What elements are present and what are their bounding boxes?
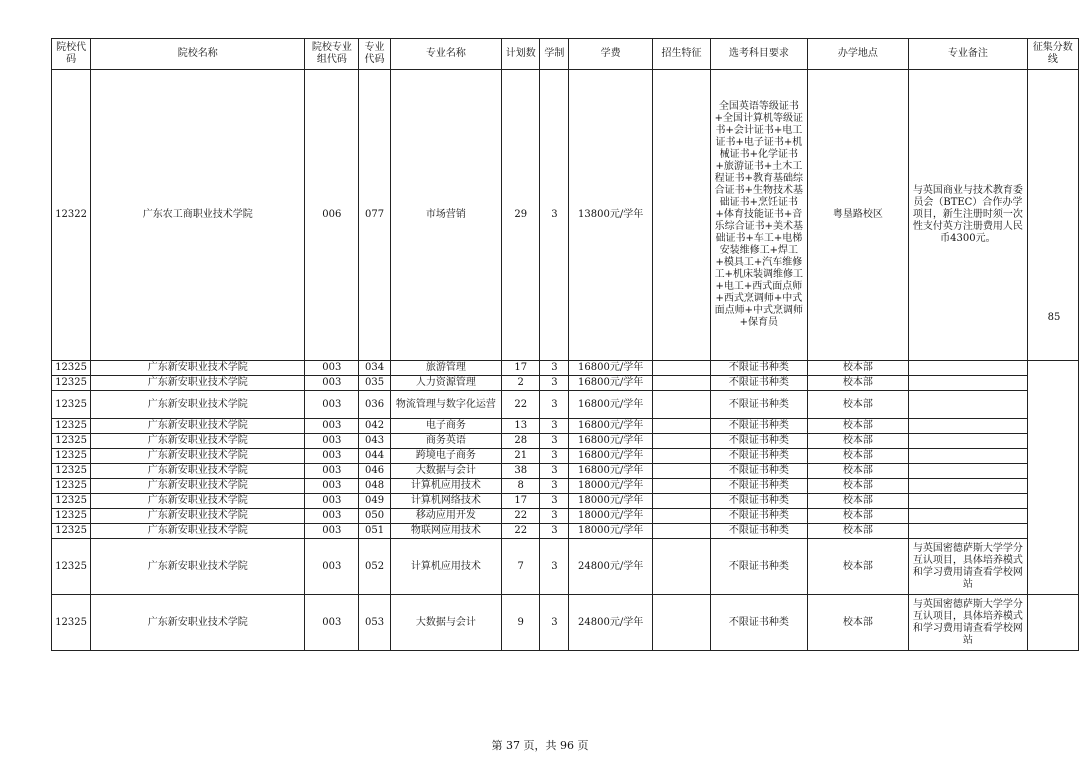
school-name-cell: 广东新安职业技术学院 (91, 494, 305, 509)
tuition-cell: 18000元/学年 (569, 524, 652, 539)
location-cell: 校本部 (807, 539, 908, 595)
note-cell: 与英国密德萨斯大学学分互认项目，具体培养模式和学习费用请查看学校网站 (909, 595, 1028, 651)
school-code-cell: 12325 (52, 376, 91, 391)
feature-cell (652, 376, 710, 391)
requirement-cell: 不限证书种类 (711, 539, 807, 595)
school-name-cell: 广东新安职业技术学院 (91, 361, 305, 376)
major-name-cell: 移动应用开发 (390, 509, 502, 524)
major-code-cell: 046 (359, 464, 390, 479)
table-row (52, 70, 1079, 361)
feature-cell (652, 539, 710, 595)
requirement-cell: 不限证书种类 (711, 479, 807, 494)
header-major-code: 专业代码 (359, 39, 390, 70)
major-code-cell: 043 (359, 434, 390, 449)
school-code-cell: 12325 (52, 509, 91, 524)
years-cell: 3 (540, 464, 569, 479)
school-name-cell: 广东新安职业技术学院 (91, 449, 305, 464)
school-code-cell: 12325 (52, 449, 91, 464)
school-name-cell: 广东农工商职业技术学院 (91, 70, 305, 361)
location-cell: 校本部 (807, 524, 908, 539)
location-cell: 校本部 (807, 595, 908, 651)
table-row (52, 391, 1079, 419)
note-cell (909, 361, 1028, 376)
major-name-cell: 跨境电子商务 (390, 449, 502, 464)
major-code-cell: 034 (359, 361, 390, 376)
years-cell: 3 (540, 70, 569, 361)
table-row (52, 479, 1079, 494)
major-name-cell: 物联网应用技术 (390, 524, 502, 539)
major-name-cell: 大数据与会计 (390, 464, 502, 479)
years-cell: 3 (540, 449, 569, 464)
feature-cell (652, 494, 710, 509)
school-code-cell: 12325 (52, 494, 91, 509)
school-name-cell: 广东新安职业技术学院 (91, 539, 305, 595)
table-row (52, 494, 1079, 509)
major-name-cell: 市场营销 (390, 70, 502, 361)
tuition-cell: 24800元/学年 (569, 595, 652, 651)
group-code-cell: 003 (305, 524, 359, 539)
tuition-cell: 13800元/学年 (569, 70, 652, 361)
school-name-cell: 广东新安职业技术学院 (91, 376, 305, 391)
table-row (52, 376, 1079, 391)
note-cell (909, 494, 1028, 509)
note-cell (909, 464, 1028, 479)
requirement-cell: 不限证书种类 (711, 376, 807, 391)
group-code-cell: 003 (305, 479, 359, 494)
school-name-cell: 广东新安职业技术学院 (91, 434, 305, 449)
tuition-cell: 16800元/学年 (569, 376, 652, 391)
school-code-cell: 12325 (52, 595, 91, 651)
requirement-cell: 不限证书种类 (711, 595, 807, 651)
plan-cell: 22 (502, 509, 540, 524)
years-cell: 3 (540, 479, 569, 494)
years-cell: 3 (540, 376, 569, 391)
group-code-cell: 003 (305, 376, 359, 391)
major-code-cell: 077 (359, 70, 390, 361)
note-cell (909, 509, 1028, 524)
location-cell: 校本部 (807, 449, 908, 464)
location-cell: 校本部 (807, 434, 908, 449)
requirement-cell: 不限证书种类 (711, 419, 807, 434)
group-code-cell: 003 (305, 494, 359, 509)
group-code-cell: 003 (305, 509, 359, 524)
location-cell: 校本部 (807, 494, 908, 509)
location-cell: 校本部 (807, 479, 908, 494)
note-cell: 与英国密德萨斯大学学分互认项目，具体培养模式和学习费用请查看学校网站 (909, 539, 1028, 595)
note-cell (909, 479, 1028, 494)
location-cell: 校本部 (807, 509, 908, 524)
years-cell: 3 (540, 434, 569, 449)
note-cell (909, 434, 1028, 449)
header-location: 办学地点 (807, 39, 908, 70)
header-tuition: 学费 (569, 39, 652, 70)
tuition-cell: 16800元/学年 (569, 419, 652, 434)
years-cell: 3 (540, 524, 569, 539)
location-cell: 校本部 (807, 376, 908, 391)
feature-cell (652, 524, 710, 539)
major-code-cell: 048 (359, 479, 390, 494)
years-cell: 3 (540, 509, 569, 524)
feature-cell (652, 479, 710, 494)
feature-cell (652, 419, 710, 434)
school-code-cell: 12325 (52, 479, 91, 494)
feature-cell (652, 464, 710, 479)
page-footer: 第 37 页，共 96 页 (491, 739, 589, 752)
note-cell (909, 391, 1028, 419)
note-cell (909, 419, 1028, 434)
tuition-cell: 16800元/学年 (569, 434, 652, 449)
major-name-cell: 人力资源管理 (390, 376, 502, 391)
school-code-cell: 12322 (52, 70, 91, 361)
requirement-cell: 全国英语等级证书+全国计算机等级证书+会计证书+电工证书+电子证书+机械证书+化学证书+旅游证书+土木工程证书+教育基础综合证书+生物技术基础证书+烹饪证书+体育技能证书+音乐综合证书+美术基础证书+车工+电梯安装维修工+焊工+模具工+汽车维修工+机床装调维修工+电工+西式面点师+西式烹调师+中式面点师+中式烹调师+保育员 (711, 70, 807, 361)
school-code-cell: 12325 (52, 391, 91, 419)
plan-cell: 9 (502, 595, 540, 651)
years-cell: 3 (540, 494, 569, 509)
group-code-cell: 006 (305, 70, 359, 361)
requirement-cell: 不限证书种类 (711, 464, 807, 479)
table-row (52, 524, 1079, 539)
plan-cell: 28 (502, 434, 540, 449)
tuition-cell: 18000元/学年 (569, 479, 652, 494)
table-row (52, 509, 1079, 524)
note-cell (909, 376, 1028, 391)
admission-plan-table (51, 38, 1079, 651)
header-group-code: 院校专业组代码 (305, 39, 359, 70)
school-code-cell: 12325 (52, 361, 91, 376)
major-code-cell: 051 (359, 524, 390, 539)
school-name-cell: 广东新安职业技术学院 (91, 509, 305, 524)
feature-cell (652, 595, 710, 651)
years-cell: 3 (540, 419, 569, 434)
group-code-cell: 003 (305, 464, 359, 479)
score-cell (1027, 539, 1078, 595)
header-feature: 招生特征 (652, 39, 710, 70)
plan-cell: 7 (502, 539, 540, 595)
school-name-cell: 广东新安职业技术学院 (91, 391, 305, 419)
school-name-cell: 广东新安职业技术学院 (91, 419, 305, 434)
tuition-cell: 16800元/学年 (569, 391, 652, 419)
major-code-cell: 044 (359, 449, 390, 464)
school-code-cell: 12325 (52, 539, 91, 595)
header-school-code: 院校代码 (52, 39, 91, 70)
major-name-cell: 大数据与会计 (390, 595, 502, 651)
group-code-cell: 003 (305, 595, 359, 651)
school-name-cell: 广东新安职业技术学院 (91, 464, 305, 479)
requirement-cell: 不限证书种类 (711, 494, 807, 509)
major-name-cell: 物流管理与数字化运营 (390, 391, 502, 419)
plan-cell: 17 (502, 361, 540, 376)
requirement-cell: 不限证书种类 (711, 391, 807, 419)
feature-cell (652, 449, 710, 464)
note-cell: 与英国商业与技术教育委员会（BTEC）合作办学项目，新生注册时须一次性支付英方注册费用人民币4300元。 (909, 70, 1028, 361)
header-major-name: 专业名称 (390, 39, 502, 70)
requirement-cell: 不限证书种类 (711, 524, 807, 539)
tuition-cell: 24800元/学年 (569, 539, 652, 595)
group-code-cell: 003 (305, 449, 359, 464)
tuition-cell: 18000元/学年 (569, 509, 652, 524)
feature-cell (652, 391, 710, 419)
plan-cell: 22 (502, 524, 540, 539)
feature-cell (652, 434, 710, 449)
table-row (52, 419, 1079, 434)
major-code-cell: 052 (359, 539, 390, 595)
major-name-cell: 计算机网络技术 (390, 494, 502, 509)
requirement-cell: 不限证书种类 (711, 361, 807, 376)
requirement-cell: 不限证书种类 (711, 449, 807, 464)
plan-cell: 22 (502, 391, 540, 419)
header-years: 学制 (540, 39, 569, 70)
group-code-cell: 003 (305, 419, 359, 434)
table-row (52, 361, 1079, 376)
header-note: 专业备注 (909, 39, 1028, 70)
years-cell: 3 (540, 361, 569, 376)
major-code-cell: 050 (359, 509, 390, 524)
school-code-cell: 12325 (52, 524, 91, 539)
requirement-cell: 不限证书种类 (711, 509, 807, 524)
requirement-cell: 不限证书种类 (711, 434, 807, 449)
plan-cell: 2 (502, 376, 540, 391)
note-cell (909, 449, 1028, 464)
major-name-cell: 旅游管理 (390, 361, 502, 376)
school-name-cell: 广东新安职业技术学院 (91, 524, 305, 539)
plan-cell: 21 (502, 449, 540, 464)
note-cell (909, 524, 1028, 539)
feature-cell (652, 361, 710, 376)
group-code-cell: 003 (305, 361, 359, 376)
years-cell: 3 (540, 539, 569, 595)
major-name-cell: 计算机应用技术 (390, 479, 502, 494)
location-cell: 粤垦路校区 (807, 70, 908, 361)
group-code-cell: 003 (305, 391, 359, 419)
major-name-cell: 电子商务 (390, 419, 502, 434)
score-value: 85 (1047, 312, 1061, 323)
school-code-cell: 12325 (52, 419, 91, 434)
header-requirement: 选考科目要求 (711, 39, 807, 70)
header-row (52, 39, 1079, 70)
location-cell: 校本部 (807, 419, 908, 434)
header-school-name: 院校名称 (91, 39, 305, 70)
school-code-cell: 12325 (52, 434, 91, 449)
group-code-cell: 003 (305, 434, 359, 449)
plan-cell: 8 (502, 479, 540, 494)
header-plan: 计划数 (502, 39, 540, 70)
major-code-cell: 053 (359, 595, 390, 651)
school-name-cell: 广东新安职业技术学院 (91, 479, 305, 494)
years-cell: 3 (540, 595, 569, 651)
table-row (52, 449, 1079, 464)
plan-cell: 29 (502, 70, 540, 361)
location-cell: 校本部 (807, 361, 908, 376)
plan-cell: 13 (502, 419, 540, 434)
major-code-cell: 042 (359, 419, 390, 434)
school-code-cell: 12325 (52, 464, 91, 479)
location-cell: 校本部 (807, 391, 908, 419)
tuition-cell: 16800元/学年 (569, 464, 652, 479)
table-row (52, 539, 1079, 595)
school-name-cell: 广东新安职业技术学院 (91, 595, 305, 651)
major-name-cell: 商务英语 (390, 434, 502, 449)
tuition-cell: 16800元/学年 (569, 449, 652, 464)
major-code-cell: 049 (359, 494, 390, 509)
table-row (52, 464, 1079, 479)
header-score: 征集分数线 (1027, 39, 1078, 70)
plan-cell: 38 (502, 464, 540, 479)
table-row (52, 434, 1079, 449)
tuition-cell: 18000元/学年 (569, 494, 652, 509)
score-cell (1027, 595, 1078, 651)
plan-cell: 17 (502, 494, 540, 509)
feature-cell (652, 70, 710, 361)
score-merged-cell (1027, 361, 1078, 539)
table-row (52, 595, 1079, 651)
group-code-cell: 003 (305, 539, 359, 595)
major-code-cell: 036 (359, 391, 390, 419)
years-cell: 3 (540, 391, 569, 419)
tuition-cell: 16800元/学年 (569, 361, 652, 376)
major-name-cell: 计算机应用技术 (390, 539, 502, 595)
major-code-cell: 035 (359, 376, 390, 391)
feature-cell (652, 509, 710, 524)
location-cell: 校本部 (807, 464, 908, 479)
